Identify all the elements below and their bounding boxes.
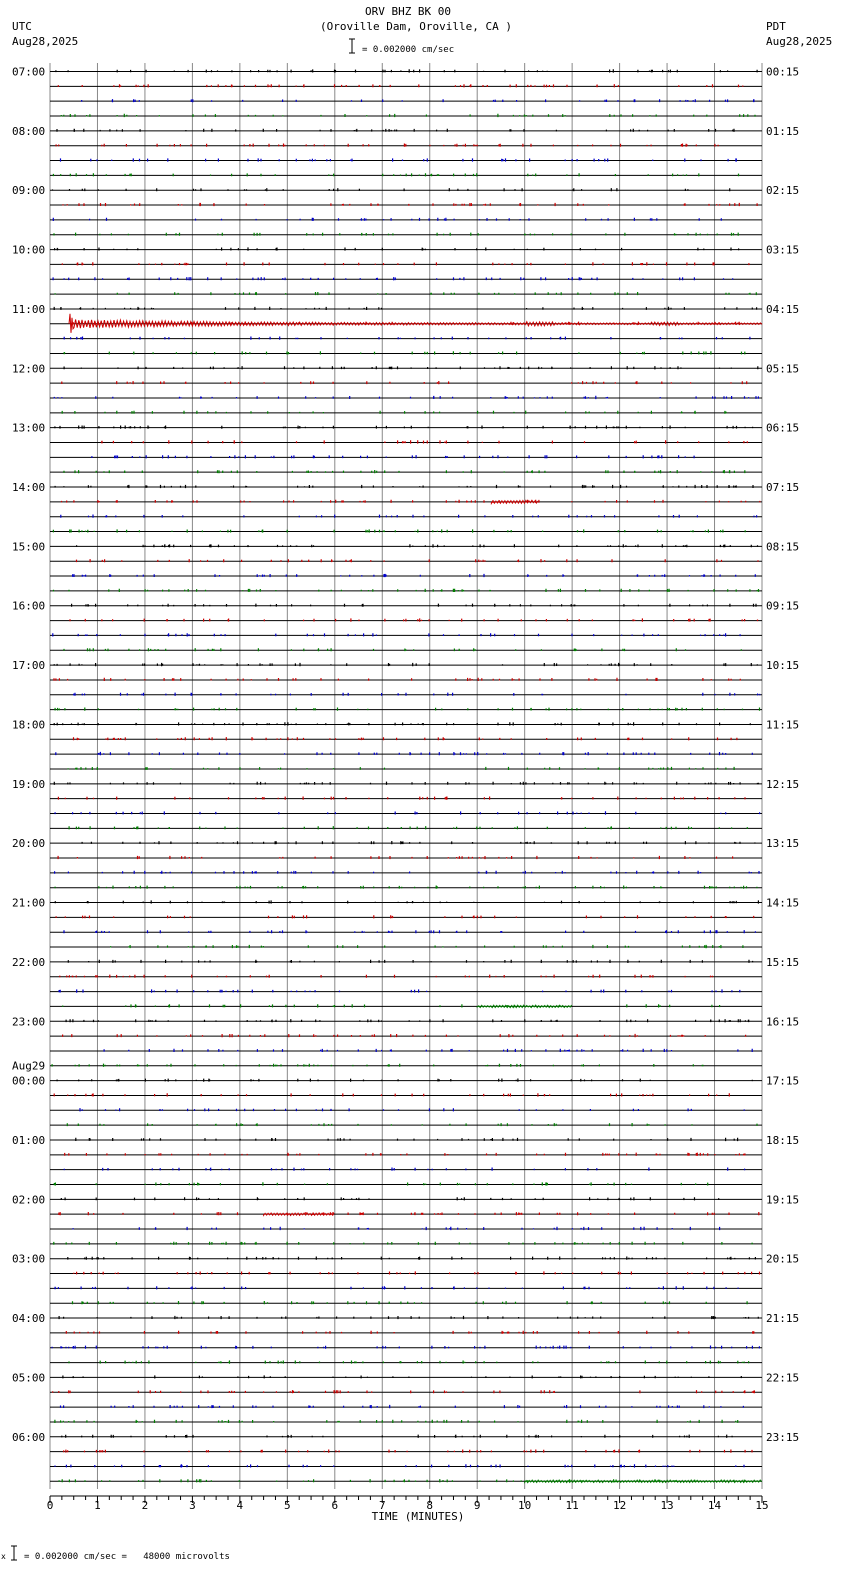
trace-line bbox=[50, 782, 762, 785]
trace-line bbox=[50, 233, 762, 236]
trace-noise bbox=[69, 826, 747, 829]
left-hour-label: 01:00 bbox=[12, 1133, 46, 1147]
trace-noise bbox=[102, 440, 748, 443]
trace-line bbox=[50, 648, 762, 651]
right-hour-label: 17:15 bbox=[766, 1074, 800, 1088]
trace-line bbox=[50, 1227, 762, 1230]
right-hour-label: 03:15 bbox=[766, 243, 800, 257]
right-hour-label: 15:15 bbox=[766, 955, 800, 969]
trace-line bbox=[50, 1375, 762, 1378]
trace-noise bbox=[54, 1242, 752, 1245]
footer-scale-note: = 0.002000 cm/sec = 48000 microvolts bbox=[24, 1552, 230, 1562]
trace-line bbox=[50, 411, 762, 414]
trace-noise bbox=[55, 247, 739, 250]
trace-noise bbox=[54, 663, 757, 666]
trace-noise bbox=[58, 84, 743, 87]
right-hour-label: 22:15 bbox=[766, 1371, 800, 1385]
trace-line bbox=[50, 722, 762, 725]
trace-line bbox=[50, 158, 762, 161]
scale-label: = 0.002000 cm/sec bbox=[362, 45, 455, 55]
right-hour-label: 16:15 bbox=[766, 1015, 800, 1029]
x-tick-label: 11 bbox=[565, 1499, 579, 1512]
trace-noise bbox=[67, 1123, 757, 1126]
trace-noise bbox=[55, 708, 759, 711]
trace-noise bbox=[77, 544, 758, 547]
x-tick-label: 0 bbox=[46, 1499, 54, 1512]
right-hour-label: 18:15 bbox=[766, 1133, 800, 1147]
x-tick-label: 7 bbox=[378, 1499, 386, 1512]
trace-line bbox=[50, 292, 762, 295]
trace-noise bbox=[68, 1257, 756, 1260]
trace-line bbox=[50, 396, 762, 399]
trace-noise bbox=[80, 1108, 744, 1111]
trace-line bbox=[50, 1182, 762, 1185]
right-hour-label: 20:15 bbox=[766, 1252, 800, 1266]
trace-noise bbox=[68, 960, 752, 963]
trace-line bbox=[50, 1168, 762, 1171]
left-hour-label: 02:00 bbox=[12, 1193, 46, 1207]
trace-line bbox=[50, 693, 762, 696]
trace-noise bbox=[64, 337, 750, 340]
x-tick-label: 8 bbox=[426, 1499, 434, 1512]
trace-noise bbox=[59, 1212, 759, 1215]
trace-noise bbox=[57, 1079, 752, 1082]
right-hour-label: 07:15 bbox=[766, 481, 800, 495]
trace-noise bbox=[64, 1168, 744, 1171]
station-location: (Oroville Dam, Oroville, CA ) bbox=[319, 20, 513, 33]
trace-line bbox=[50, 559, 762, 562]
trace-line bbox=[50, 84, 762, 87]
trace-noise bbox=[62, 500, 760, 503]
trace-line bbox=[50, 1449, 762, 1452]
trace-line bbox=[50, 1079, 762, 1082]
trace-line bbox=[50, 960, 762, 963]
right-hour-label: 05:15 bbox=[766, 362, 800, 376]
trace-noise bbox=[56, 144, 718, 147]
trace-line bbox=[50, 989, 762, 992]
trace-noise bbox=[54, 722, 750, 725]
trace-line bbox=[50, 1360, 762, 1363]
left-hour-label: 00:00 bbox=[12, 1074, 46, 1088]
left-hour-label: 10:00 bbox=[12, 243, 46, 257]
right-hour-label: 21:15 bbox=[766, 1312, 800, 1326]
left-hour-label: 16:00 bbox=[12, 599, 46, 613]
right-timezone: PDT bbox=[766, 20, 786, 33]
right-hour-label: 10:15 bbox=[766, 659, 800, 673]
trace-line bbox=[50, 455, 762, 458]
scale-bar-icon bbox=[349, 39, 355, 53]
trace-line bbox=[50, 900, 762, 903]
trace-noise bbox=[59, 989, 740, 992]
trace-noise bbox=[55, 292, 756, 295]
trace-noise bbox=[61, 1405, 744, 1408]
trace-noise bbox=[70, 618, 758, 621]
left-timezone: UTC bbox=[12, 20, 32, 33]
x-tick-label: 9 bbox=[473, 1499, 481, 1512]
trace-noise bbox=[53, 188, 730, 191]
trace-noise bbox=[64, 648, 741, 651]
trace-noise bbox=[52, 1064, 703, 1067]
trace-line bbox=[50, 114, 762, 117]
left-hour-label: 15:00 bbox=[12, 540, 46, 554]
trace-line bbox=[50, 975, 762, 978]
trace-line bbox=[50, 708, 762, 711]
trace-noise bbox=[73, 574, 756, 577]
trace-line bbox=[50, 826, 762, 829]
trace-lines bbox=[50, 69, 762, 1482]
trace-line bbox=[50, 1286, 762, 1289]
trace-line bbox=[50, 886, 762, 889]
trace-noise bbox=[52, 1346, 759, 1349]
trace-noise bbox=[55, 886, 757, 889]
trace-noise bbox=[77, 559, 759, 562]
left-hour-label: 03:00 bbox=[12, 1252, 46, 1266]
trace-line bbox=[50, 945, 762, 948]
trace-line bbox=[50, 1390, 762, 1393]
event-trace bbox=[525, 1480, 762, 1483]
trace-line bbox=[50, 1346, 762, 1349]
x-tick-label: 15 bbox=[755, 1499, 769, 1512]
trace-line bbox=[50, 1197, 762, 1200]
trace-line bbox=[50, 856, 762, 859]
trace-line bbox=[50, 1420, 762, 1423]
trace-line bbox=[50, 1108, 762, 1111]
trace-line bbox=[50, 544, 762, 547]
trace-noise bbox=[53, 1390, 755, 1393]
trace-noise bbox=[82, 841, 755, 844]
trace-line bbox=[50, 1004, 762, 1007]
right-date: Aug28,2025 bbox=[766, 35, 833, 48]
x-tick-label: 12 bbox=[612, 1499, 627, 1512]
trace-line bbox=[50, 426, 762, 429]
right-hour-label: 08:15 bbox=[766, 540, 800, 554]
trace-noise bbox=[55, 1420, 738, 1423]
right-hour-label: 00:15 bbox=[766, 65, 800, 79]
trace-noise bbox=[74, 737, 737, 740]
trace-line bbox=[50, 188, 762, 191]
trace-line bbox=[50, 1464, 762, 1467]
trace-noise bbox=[59, 1316, 758, 1319]
x-tick-label: 6 bbox=[331, 1499, 339, 1512]
left-hour-label: 18:00 bbox=[12, 718, 46, 732]
trace-noise bbox=[54, 1093, 729, 1096]
trace-noise bbox=[69, 1360, 749, 1363]
trace-line bbox=[50, 678, 762, 681]
right-hour-label: 09:15 bbox=[766, 599, 800, 613]
trace-line bbox=[50, 1212, 762, 1215]
footer-marker: x bbox=[1, 1552, 6, 1561]
trace-noise bbox=[55, 426, 753, 429]
trace-line bbox=[50, 1405, 762, 1408]
trace-noise bbox=[66, 1331, 754, 1334]
trace-noise bbox=[66, 1019, 749, 1022]
left-hour-label: 17:00 bbox=[12, 659, 46, 673]
trace-noise bbox=[73, 1227, 720, 1230]
left-hour-label: 21:00 bbox=[12, 896, 46, 910]
right-hour-label: 04:15 bbox=[766, 302, 800, 316]
trace-noise bbox=[55, 1286, 738, 1289]
trace-noise bbox=[54, 307, 756, 310]
x-tick-label: 13 bbox=[660, 1499, 674, 1512]
trace-line bbox=[50, 767, 762, 770]
trace-line bbox=[50, 307, 762, 310]
footer-scale-icon bbox=[11, 1546, 17, 1560]
trace-line bbox=[50, 262, 762, 265]
trace-line bbox=[50, 129, 762, 132]
trace-noise bbox=[53, 277, 733, 280]
right-hour-label: 01:15 bbox=[766, 124, 800, 138]
trace-noise bbox=[54, 396, 758, 399]
trace-line bbox=[50, 1138, 762, 1141]
right-hour-label: 23:15 bbox=[766, 1430, 800, 1444]
station-title: ORV BHZ BK 00 bbox=[364, 5, 452, 18]
x-tick-label: 2 bbox=[141, 1499, 149, 1512]
left-hour-label: 12:00 bbox=[12, 362, 46, 376]
trace-noise bbox=[64, 930, 755, 933]
trace-noise bbox=[92, 455, 694, 458]
trace-noise bbox=[104, 1049, 752, 1052]
trace-line bbox=[50, 366, 762, 369]
left-hour-label: 22:00 bbox=[12, 955, 46, 969]
trace-noise bbox=[53, 529, 745, 532]
trace-line bbox=[50, 351, 762, 354]
trace-line bbox=[50, 1331, 762, 1334]
trace-line bbox=[50, 930, 762, 933]
trace-line bbox=[50, 277, 762, 280]
trace-line bbox=[50, 500, 762, 503]
trace-noise bbox=[55, 1464, 744, 1467]
trace-noise bbox=[64, 1449, 752, 1452]
trace-line bbox=[50, 1257, 762, 1260]
trace-noise bbox=[74, 693, 760, 696]
trace-noise bbox=[53, 173, 738, 176]
trace-noise bbox=[53, 633, 740, 636]
left-date: Aug28,2025 bbox=[12, 35, 79, 48]
trace-noise bbox=[61, 114, 755, 117]
trace-noise bbox=[54, 782, 758, 785]
trace-line bbox=[50, 1019, 762, 1022]
trace-line bbox=[50, 618, 762, 621]
left-hour-label: 04:00 bbox=[12, 1312, 46, 1326]
right-hour-label: 11:15 bbox=[766, 718, 800, 732]
trace-line bbox=[50, 1153, 762, 1156]
left-hour-label: 09:00 bbox=[12, 184, 46, 198]
x-tick-label: 10 bbox=[518, 1499, 532, 1512]
trace-line bbox=[50, 1123, 762, 1126]
left-hour-label: 19:00 bbox=[12, 777, 46, 791]
left-hour-label: 06:00 bbox=[12, 1430, 46, 1444]
left-hour-label: 13:00 bbox=[12, 421, 46, 435]
x-tick-label: 1 bbox=[94, 1499, 101, 1512]
x-tick-label: 14 bbox=[707, 1499, 722, 1512]
trace-noise bbox=[57, 129, 734, 132]
left-hour-label: 20:00 bbox=[12, 837, 46, 851]
right-hour-label: 13:15 bbox=[766, 837, 800, 851]
trace-noise bbox=[55, 900, 758, 903]
left-hour-label: 05:00 bbox=[12, 1371, 46, 1385]
trace-line bbox=[50, 173, 762, 176]
trace-noise bbox=[64, 366, 758, 369]
trace-line bbox=[50, 633, 762, 636]
left-hour-label: 14:00 bbox=[12, 481, 46, 495]
trace-line bbox=[50, 203, 762, 206]
trace-line bbox=[50, 144, 762, 147]
trace-noise bbox=[74, 1271, 760, 1274]
trace-noise bbox=[63, 1034, 746, 1037]
trace-line bbox=[50, 1301, 762, 1304]
trace-noise bbox=[68, 767, 734, 770]
trace-line bbox=[50, 1034, 762, 1037]
trace-noise bbox=[56, 69, 757, 72]
event-traces bbox=[69, 314, 762, 1483]
trace-noise bbox=[56, 915, 754, 918]
right-hour-label: 12:15 bbox=[766, 777, 800, 791]
trace-noise bbox=[61, 158, 737, 161]
trace-noise bbox=[55, 485, 753, 488]
trace-line bbox=[50, 529, 762, 532]
x-tick-label: 4 bbox=[236, 1499, 244, 1512]
trace-noise bbox=[62, 411, 726, 414]
trace-line bbox=[50, 841, 762, 844]
trace-line bbox=[50, 381, 762, 384]
right-hour-label: 19:15 bbox=[766, 1193, 800, 1207]
x-tick-label: 3 bbox=[189, 1499, 196, 1512]
trace-line bbox=[50, 99, 762, 102]
trace-noise bbox=[65, 1153, 745, 1156]
trace-noise bbox=[64, 470, 745, 473]
trace-line bbox=[50, 604, 762, 607]
trace-noise bbox=[82, 99, 754, 102]
trace-noise bbox=[58, 797, 745, 800]
trace-noise bbox=[54, 589, 759, 592]
trace-noise bbox=[60, 975, 713, 978]
trace-line bbox=[50, 752, 762, 755]
trace-noise bbox=[76, 1138, 738, 1141]
trace-noise bbox=[56, 752, 753, 755]
trace-noise bbox=[55, 811, 760, 814]
trace-line bbox=[50, 485, 762, 488]
trace-line bbox=[50, 1049, 762, 1052]
trace-line bbox=[50, 1242, 762, 1245]
trace-line bbox=[50, 574, 762, 577]
trace-line bbox=[50, 797, 762, 800]
left-hour-label: 23:00 bbox=[12, 1015, 46, 1029]
left-hour-label: 07:00 bbox=[12, 65, 46, 79]
trace-line bbox=[50, 1316, 762, 1319]
trace-line bbox=[50, 871, 762, 874]
trace-noise bbox=[64, 351, 745, 354]
trace-line bbox=[50, 663, 762, 666]
trace-line bbox=[50, 69, 762, 72]
right-hour-label: 14:15 bbox=[766, 896, 800, 910]
trace-line bbox=[50, 589, 762, 592]
trace-line bbox=[50, 247, 762, 250]
trace-line bbox=[50, 737, 762, 740]
trace-line bbox=[50, 811, 762, 814]
trace-line bbox=[50, 470, 762, 473]
trace-noise bbox=[111, 945, 743, 948]
date-change-label: Aug29 bbox=[12, 1059, 46, 1073]
plot-grid bbox=[50, 63, 762, 1489]
trace-line bbox=[50, 1435, 762, 1438]
trace-noise bbox=[63, 1004, 720, 1007]
left-hour-label: 11:00 bbox=[12, 302, 46, 316]
trace-line bbox=[50, 440, 762, 443]
trace-line bbox=[50, 1271, 762, 1274]
x-axis-title: TIME (MINUTES) bbox=[371, 1510, 465, 1523]
trace-noise bbox=[54, 1182, 707, 1185]
trace-noise bbox=[62, 381, 747, 384]
trace-line bbox=[50, 337, 762, 340]
trace-noise bbox=[61, 515, 757, 518]
trace-line bbox=[50, 218, 762, 221]
trace-line bbox=[50, 915, 762, 918]
trace-noise bbox=[72, 604, 756, 607]
trace-noise bbox=[63, 203, 757, 206]
trace-noise bbox=[54, 233, 738, 236]
event-trace bbox=[491, 500, 538, 503]
trace-line bbox=[50, 1093, 762, 1096]
x-tick-label: 5 bbox=[284, 1499, 291, 1512]
trace-line bbox=[50, 515, 762, 518]
left-hour-label: 08:00 bbox=[12, 124, 46, 138]
trace-noise bbox=[62, 1435, 732, 1438]
right-hour-label: 02:15 bbox=[766, 184, 800, 198]
trace-noise bbox=[55, 871, 759, 874]
trace-noise bbox=[73, 1301, 748, 1304]
right-hour-label: 06:15 bbox=[766, 421, 800, 435]
trace-line bbox=[50, 1064, 762, 1067]
trace-noise bbox=[58, 856, 733, 859]
trace-noise bbox=[54, 678, 740, 681]
trace-noise bbox=[62, 262, 749, 265]
